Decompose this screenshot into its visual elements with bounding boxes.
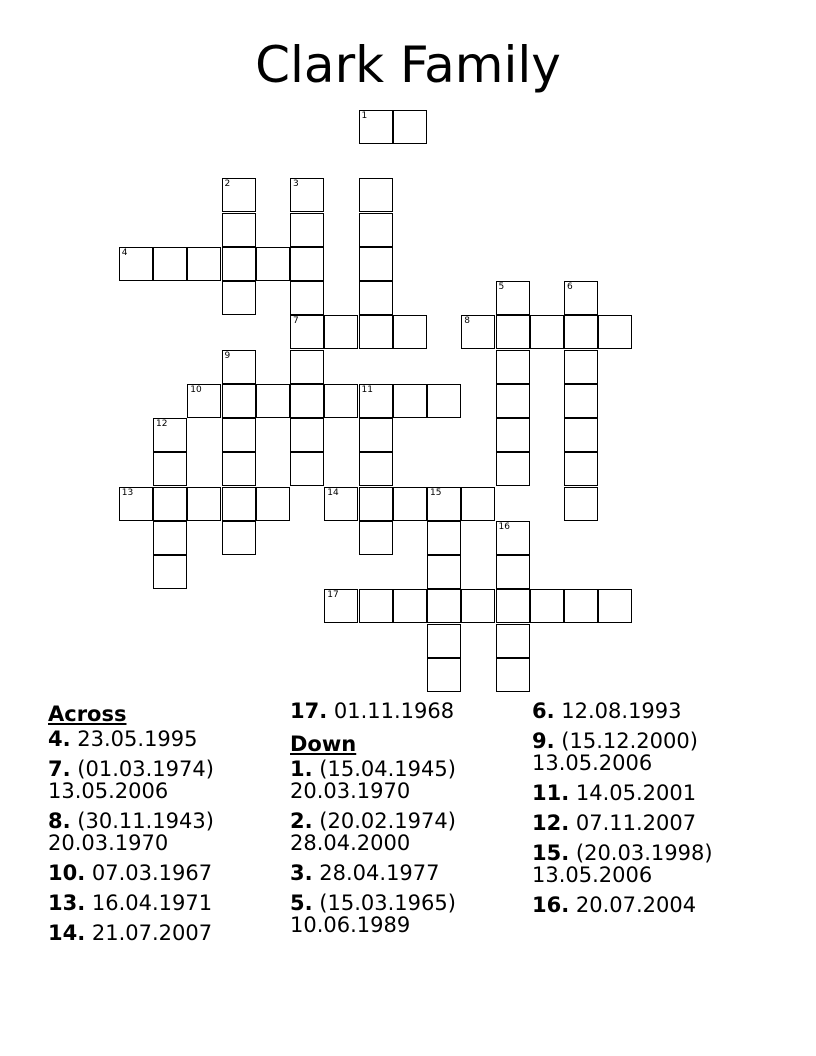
clue-number: 4. [48,727,71,751]
down-clue-2 [290,810,530,854]
grid-cell [222,350,256,384]
clue-text: 14.05.2001 [575,781,697,805]
clue-text: 07.03.1967 [91,861,213,885]
grid-cell [393,589,427,623]
grid-cell [461,487,495,521]
grid-cell [393,487,427,521]
clue-number-label: 2 [224,179,231,190]
clue-column-2 [290,700,530,944]
grid-cell [222,487,256,521]
grid-cell [359,521,393,555]
clue-number-label: 7 [293,316,299,327]
clue-number-label: 10 [190,384,202,395]
clue-column-1 [48,700,288,952]
clue-number: 15. [532,841,570,865]
clue-number: 8. [48,809,71,833]
grid-cell [153,418,187,452]
across-clue-17 [290,700,530,722]
grid-cell [427,589,461,623]
grid-cell [187,487,221,521]
clue-number: 6. [532,699,555,723]
grid-cell [290,350,324,384]
grid-cell [496,521,530,555]
grid-cell [598,315,632,349]
grid-cell [290,281,324,315]
grid-cell [427,384,461,418]
grid-cell [598,589,632,623]
grid-cell [256,247,290,281]
grid-cell [187,247,221,281]
grid-cell [222,213,256,247]
clue-number-label: 14 [327,487,339,498]
clue-text: 07.11.2007 [575,811,697,835]
grid-cell [496,624,530,658]
grid-cell [359,315,393,349]
clue-text: (15.04.1945) 20.03.1970 [290,757,456,803]
clue-number: 11. [532,781,570,805]
clue-number-label: 4 [121,247,128,258]
grid-cell [496,555,530,589]
grid-cell [187,384,221,418]
grid-cell [290,418,324,452]
clue-number: 7. [48,757,71,781]
grid-cell [256,384,290,418]
clue-number: 1. [290,757,313,781]
clue-number-label: 5 [498,282,505,292]
down-clue-3 [290,862,530,884]
grid-cell [530,589,564,623]
grid-cell [222,452,256,486]
grid-cell [153,452,187,486]
grid-cell [290,178,324,212]
grid-cell [290,452,324,486]
clue-text: 28.04.1977 [319,861,440,885]
clue-number-label: 12 [156,419,168,429]
grid-cell [153,521,187,555]
across-clue-14 [48,922,288,944]
clue-number-label: 15 [430,487,442,498]
grid-cell [290,247,324,281]
clue-text: (01.03.1974) 13.05.2006 [48,757,214,803]
grid-cell [222,247,256,281]
grid-cell [496,589,530,623]
clue-text: (20.03.1998) 13.05.2006 [532,841,713,887]
clue-text: (15.12.2000) 13.05.2006 [532,729,698,775]
grid-cell [153,555,187,589]
grid-cell [496,384,530,418]
grid-cell [564,350,598,384]
grid-cell [359,178,393,212]
grid-cell [359,384,393,418]
clue-text: 20.07.2004 [575,893,697,917]
grid-cell [496,315,530,349]
grid-cell [324,315,358,349]
grid-cell [564,589,598,623]
grid-cell [222,281,256,315]
clue-number-label: 17 [327,590,339,601]
down-clue-6 [532,700,772,722]
grid-cell [222,384,256,418]
grid-cell [359,418,393,452]
grid-cell [496,418,530,452]
clue-text: 23.05.1995 [77,727,198,751]
grid-cell [119,487,153,521]
grid-cell [496,281,530,315]
across-clue-13 [48,892,288,914]
grid-cell [222,418,256,452]
grid-cell [153,487,187,521]
clue-number-label: 13 [121,487,134,498]
clue-number-label: 16 [498,521,510,532]
clue-text: 16.04.1971 [91,891,213,915]
clue-number: 16. [532,893,570,917]
clue-number-label: 9 [224,350,231,361]
puzzle-title: Clark Family [255,36,561,94]
grid-cell [427,521,461,555]
grid-cell [290,315,324,349]
down-clue-1 [290,758,530,802]
clue-text: (15.03.1965) 10.06.1989 [290,891,456,937]
clue-number: 9. [532,729,555,753]
grid-cell [256,487,290,521]
grid-cell [393,384,427,418]
clue-number: 17. [290,699,328,723]
grid-cell [496,658,530,692]
grid-cell [496,350,530,384]
grid-cell [359,452,393,486]
clue-text: (30.11.1943) 20.03.1970 [48,809,214,855]
across-heading: Across [48,702,127,726]
clue-number: 14. [48,921,86,945]
clue-number: 10. [48,861,86,885]
grid-cell [427,555,461,589]
grid-cell [461,315,495,349]
grid-cell [222,521,256,555]
down-heading: Down [290,732,357,756]
clue-number: 13. [48,891,86,915]
grid-cell [564,487,598,521]
clue-number: 5. [290,891,313,915]
clue-number: 3. [290,861,313,885]
grid-cell [427,487,461,521]
grid-cell [461,589,495,623]
grid-cell [564,315,598,349]
clue-text: (20.02.1974) 28.04.2000 [290,809,456,855]
grid-cell [393,315,427,349]
grid-cell [222,178,256,212]
grid-cell [153,247,187,281]
clue-number-label: 11 [361,384,373,395]
down-clue-15 [532,842,772,886]
grid-cell [564,384,598,418]
grid-cell [359,281,393,315]
across-clue-4 [48,728,288,750]
across-clue-10 [48,862,288,884]
across-clue-8 [48,810,288,854]
grid-cell [324,589,358,623]
grid-cell [324,384,358,418]
clue-number: 2. [290,809,313,833]
grid-cell [359,110,393,144]
grid-cell [359,589,393,623]
down-clue-11 [532,782,772,804]
down-clue-16 [532,894,772,916]
clue-text: 21.07.2007 [91,921,213,945]
grid-cell [427,658,461,692]
grid-cell [290,384,324,418]
across-clue-7 [48,758,288,802]
grid-cell [530,315,564,349]
grid-cell [359,213,393,247]
down-clue-9 [532,730,772,774]
down-clue-12 [532,812,772,834]
grid-cell [564,281,598,315]
grid-cell [393,110,427,144]
clue-column-3 [532,700,772,924]
clue-number-label: 6 [567,282,573,292]
clue-number-label: 3 [293,179,299,190]
grid-cell [290,213,324,247]
grid-cell [119,247,153,281]
clue-number-label: 1 [361,110,368,121]
clue-number: 12. [532,811,570,835]
clue-text: 12.08.1993 [561,699,682,723]
grid-cell [359,487,393,521]
grid-cell [324,487,358,521]
grid-cell [427,624,461,658]
grid-cell [359,247,393,281]
down-clue-5 [290,892,530,936]
clue-text: 01.11.1968 [333,699,455,723]
grid-cell [496,452,530,486]
clue-number-label: 8 [464,316,470,327]
grid-cell [564,452,598,486]
grid-cell [564,418,598,452]
